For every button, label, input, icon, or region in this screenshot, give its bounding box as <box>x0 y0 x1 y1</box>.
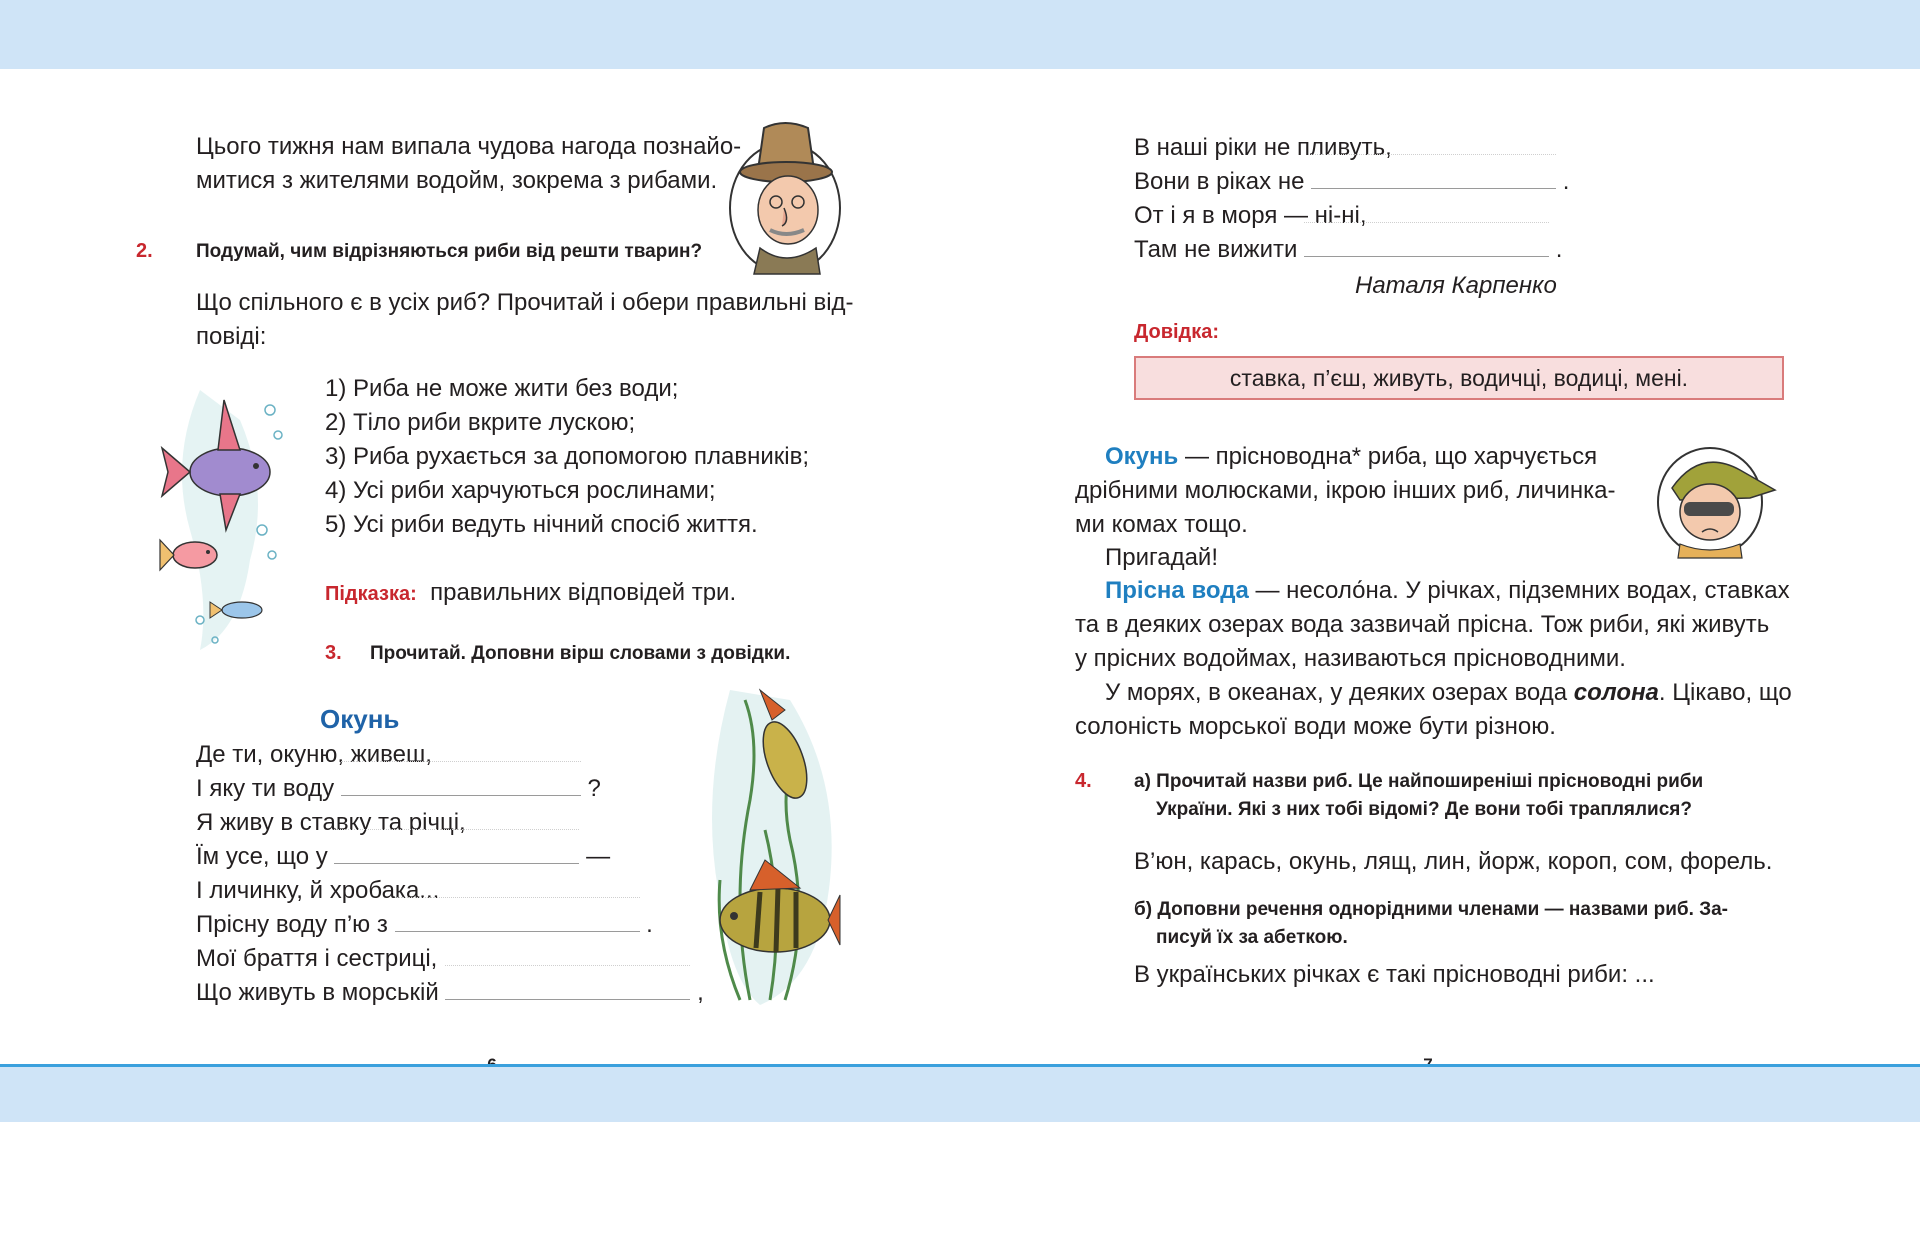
poem-line: От і я в моря — ні-ні, <box>1134 202 1367 229</box>
remember-text: Пригадай! <box>1105 544 1219 571</box>
task-3-prompt: Прочитай. Доповни вірш словами з довідки. <box>370 643 791 664</box>
perch-illustration <box>690 680 840 1010</box>
hint <box>325 578 736 609</box>
salt-word: солона <box>1573 679 1659 706</box>
blank-field[interactable] <box>445 977 690 1000</box>
intro-text: Цього тижня нам випала чудова нагода познайо- митися з жителями водойм, зокрема з рибами. <box>196 133 742 194</box>
fresh-water-term: Прісна вода <box>1105 577 1249 604</box>
reference-label: Довідка: <box>1134 321 1220 343</box>
poem-line: Їм усе, що у — <box>196 843 611 870</box>
task-2-options <box>325 372 865 542</box>
task-2-number: 2. <box>136 240 153 262</box>
option-item: 2) Тіло риби вкрите лускою; <box>325 409 636 436</box>
poem-line: І яку ти воду ? <box>196 775 601 802</box>
poem-author: Наталя Карпенко <box>1355 272 1557 299</box>
fish-list: В’юн, карась, окунь, лящ, лин, йорж, короп, сом, форель. <box>1134 848 1773 875</box>
perch-term: Окунь <box>1105 443 1179 470</box>
blank-field[interactable] <box>341 773 581 796</box>
poem-line: І личинку, й хробака... <box>196 877 440 904</box>
hint-label: Підказка: <box>325 583 417 605</box>
perch-definition: Окунь — прісноводна* риба, що харчується дрібними молюсками, ікрою інших риб, личинка- ми комах тощо. <box>1075 443 1616 538</box>
task-3-number: 3. <box>325 642 342 664</box>
task-4-number: 4. <box>1075 770 1092 792</box>
top-band <box>0 0 1920 69</box>
option-item: 3) Риба рухається за допомогою плавників; <box>325 443 810 470</box>
poem-line: В наші ріки не пливуть, <box>1134 134 1392 161</box>
option-item: 1) Риба не може жити без води; <box>325 375 679 402</box>
poem-title: Окунь <box>320 704 400 734</box>
poem-line: Прісну воду п’ю з . <box>196 911 653 938</box>
blank-field[interactable] <box>1311 166 1556 189</box>
task-4b-sentence: В українських річках є такі прісноводні риби: ... <box>1134 961 1655 988</box>
old-man-illustration <box>720 118 850 278</box>
option-item: 4) Усі риби харчуються рослинами; <box>325 477 716 504</box>
blank-field[interactable] <box>1304 234 1549 257</box>
poem-line: Що живуть в морській , <box>196 979 704 1006</box>
poem-line: Мої браття і сестриці, <box>196 945 438 972</box>
reference-box: ставка, п’єш, живуть, водичці, водиці, мені. <box>1134 356 1784 400</box>
poem-line: Де ти, окуню, живеш, <box>196 741 432 768</box>
poem-line: Вони в ріках не . <box>1134 168 1570 195</box>
fresh-water-definition: Прісна вода — несоло́на. У річках, підземних водах, ставках та в деяких озерах вода зазвичай прісна. Тож риби, які живуть у прісних водоймах, називаються прісноводними. У морях, в океанах, у деяких озерах вода солона. Цікаво, що солоність морської води може бути різною. <box>1075 577 1792 740</box>
task-4a: а) Прочитай назви риб. Це найпоширеніші прісноводні риби України. Які з них тобі відомі? Де вони тобі траплялися? <box>1134 771 1704 820</box>
poem-line: Там не вижити . <box>1134 236 1563 263</box>
task-2-question: Що спільного є в усіх риб? Прочитай і обери правильні від- повіді: <box>196 289 854 350</box>
fish-illustration <box>160 380 295 660</box>
task-4b: б) Доповни речення однорідними членами — назвами риб. За- писуй їх за абеткою. <box>1134 899 1729 948</box>
blank-field[interactable] <box>395 909 640 932</box>
boy-illustration <box>1650 440 1780 560</box>
hint-text: правильних відповідей три. <box>430 579 737 606</box>
option-item: 5) Усі риби ведуть нічний спосіб життя. <box>325 511 758 538</box>
blank-field[interactable] <box>334 841 579 864</box>
task-2-prompt: Подумай, чим відрізняються риби від решти тварин? <box>196 241 703 262</box>
poem-line: Я живу в ставку та річці, <box>196 809 466 836</box>
bottom-band <box>0 1064 1920 1122</box>
